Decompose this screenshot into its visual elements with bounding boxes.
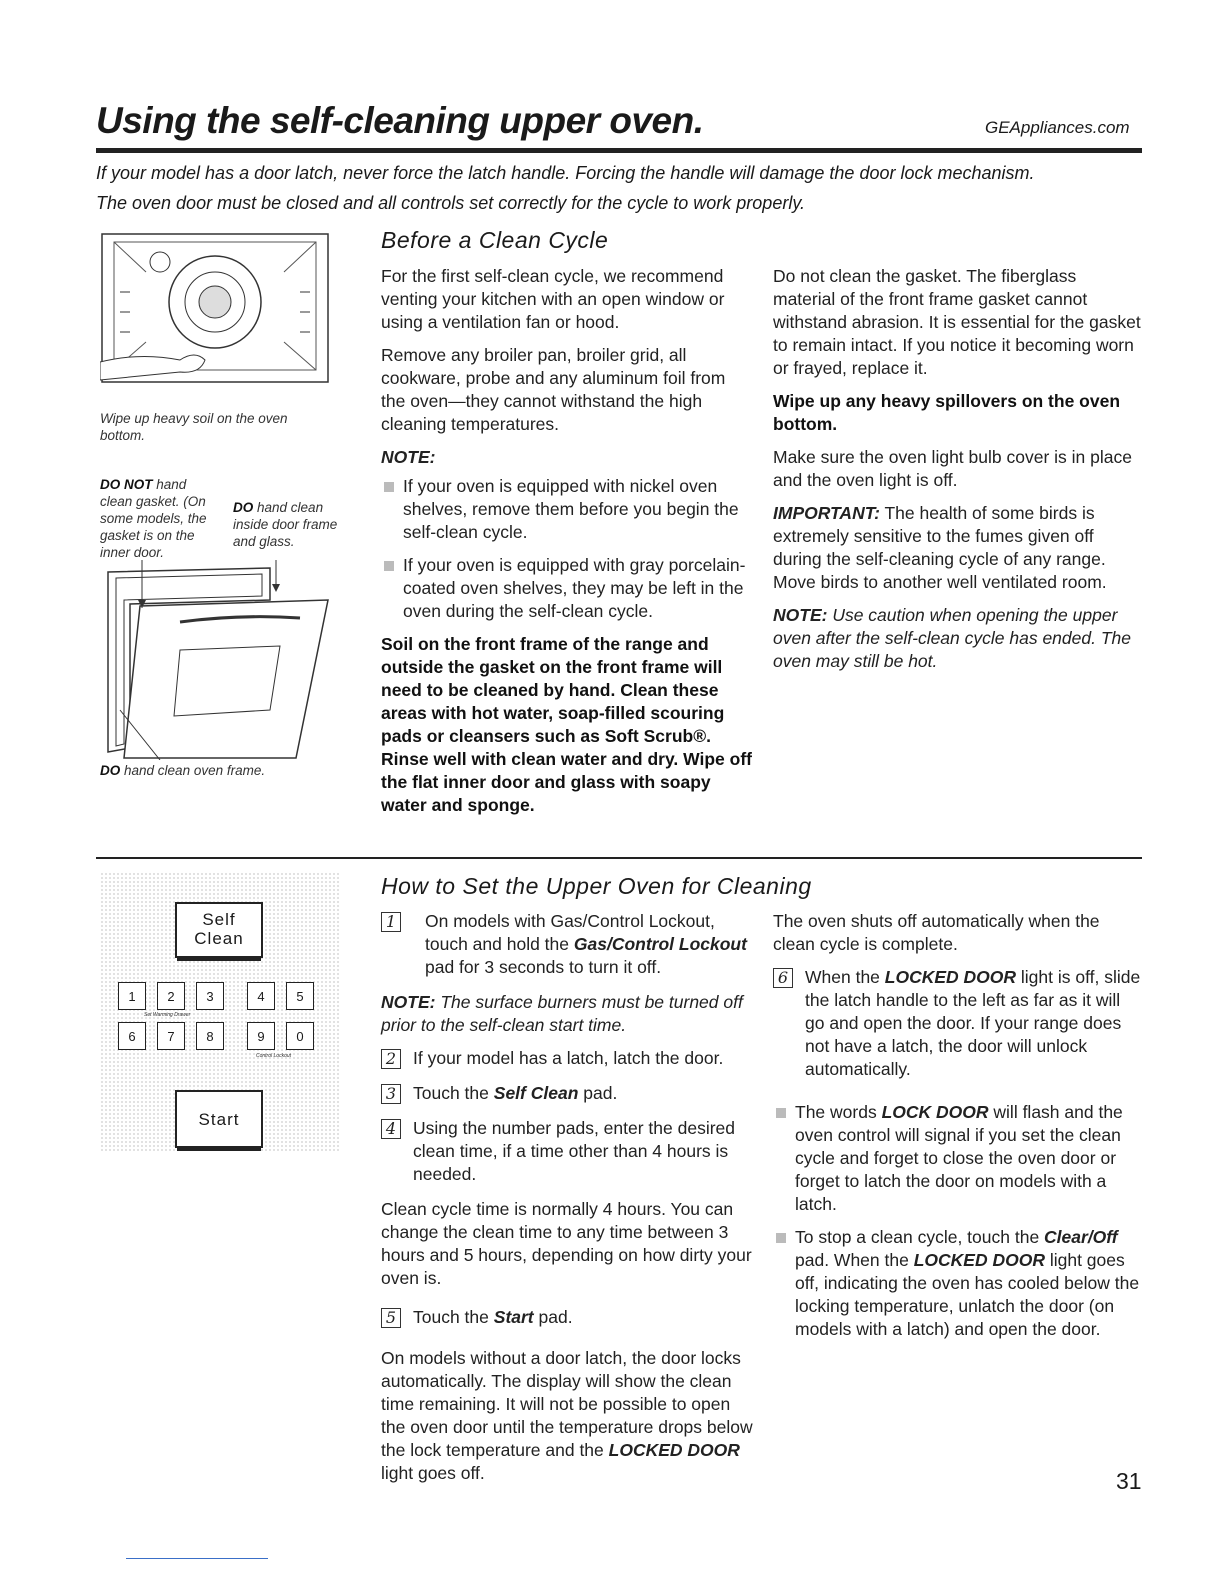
glass-callout bbox=[233, 499, 353, 550]
page-title: Using the self-cleaning upper oven. bbox=[96, 100, 704, 141]
step-6-text-c: light is off, slide the latch handle to the left as far as it will go and open the door. If your range does not have a latch, the door will unlock automatically. bbox=[805, 967, 1141, 1079]
intro-line-1: If your model has a door latch, never force the latch handle. Forcing the handle will damage the door lock mechanism. bbox=[96, 163, 1035, 183]
section-divider bbox=[96, 857, 1142, 859]
step-1-text-a: On models with Gas/Control Lockout, touch and hold the bbox=[425, 911, 715, 954]
clear-off-term: Clear/Off bbox=[1044, 1227, 1118, 1247]
step-6-locked-door-term: LOCKED DOOR bbox=[884, 967, 1017, 987]
bullet-2-text-a: To stop a clean cycle, touch the bbox=[795, 1227, 1040, 1247]
control-lockout-label: Control Lockout bbox=[256, 1053, 292, 1059]
step-1-number: 1 bbox=[381, 912, 401, 932]
step-4-text: Using the number pads, enter the desired clean time, if a time other than 4 hours is needed. bbox=[413, 1118, 735, 1184]
step-3 bbox=[381, 1082, 753, 1105]
self-clean-term: Self Clean bbox=[493, 1083, 579, 1103]
oven-interior-icon bbox=[100, 232, 330, 384]
step-3-number: 3 bbox=[381, 1084, 401, 1104]
self-clean-key-line1: Self bbox=[202, 910, 236, 929]
website-label: GEAppliances.com bbox=[985, 118, 1130, 137]
intro-line-2: The oven door must be closed and all controls set correctly for the cycle to work properly. bbox=[96, 193, 805, 213]
step-6-text-a: When the bbox=[805, 967, 880, 987]
burners-note-text: The surface burners must be turned off prior to the self-clean start time. bbox=[381, 992, 743, 1035]
oven-wipe-illustration bbox=[100, 232, 330, 384]
wipe-caption: Wipe up heavy soil on the oven bottom. bbox=[100, 411, 288, 443]
key-0[interactable]: 0 bbox=[286, 1022, 314, 1050]
frame-caption-bold: DO bbox=[100, 763, 121, 778]
before-right-column bbox=[773, 265, 1143, 683]
front-frame-cleaning: Soil on the front frame of the range and outside the gasket on the front frame will need to be cleaned by hand. Clean these areas with hot water, soap-filled scouring pads or cleansers such as Soft Scrub®. Rinse well with clean water and dry. Wipe off the flat inner door and glass with soapy water and sponge. bbox=[381, 634, 752, 815]
header-rule bbox=[96, 148, 1142, 153]
spillover-para: Wipe up any heavy spillovers on the oven bottom. bbox=[773, 391, 1121, 434]
warming-drawer-label: Set Warming Drawer bbox=[144, 1012, 191, 1018]
key-3[interactable]: 3 bbox=[196, 982, 224, 1010]
lock-door-term: LOCK DOOR bbox=[881, 1102, 989, 1122]
bullet-2-text-e: light goes off, indicating the oven has cooled below the locking temperature, unlatch the door (on models with a latch) and open the door. bbox=[795, 1250, 1140, 1339]
auto-shutoff-para: The oven shuts off automatically when the clean cycle is complete. bbox=[773, 911, 1100, 954]
bullet-gray-shelves: If your oven is equipped with gray porcelain-coated oven shelves, they may be left in the oven during the self-clean cycle. bbox=[381, 554, 753, 623]
step-3-text-a: Touch the bbox=[413, 1083, 489, 1103]
start-term: Start bbox=[493, 1307, 534, 1327]
gas-control-lockout-term: Gas/Control Lockout bbox=[573, 934, 747, 954]
bullet-nickel-shelves: If your oven is equipped with nickel oven shelves, remove them before you begin the self-clean cycle. bbox=[381, 475, 753, 544]
key-2[interactable]: 2 bbox=[157, 982, 185, 1010]
step-2-text: If your model has a latch, latch the door. bbox=[413, 1048, 724, 1068]
key-7[interactable]: 7 bbox=[157, 1022, 185, 1050]
step-2 bbox=[381, 1047, 753, 1070]
howto-left-column bbox=[381, 910, 753, 1495]
gasket-callout-bold: DO NOT bbox=[100, 477, 153, 492]
clean-time-para: Clean cycle time is normally 4 hours. You can change the clean time to any time between 3 hours and 5 hours, depending on how dirty your oven is. bbox=[381, 1199, 752, 1288]
step-2-number: 2 bbox=[381, 1049, 401, 1069]
frame-caption-text: hand clean oven frame. bbox=[124, 763, 266, 778]
bullet-1-text-a: The words bbox=[795, 1102, 877, 1122]
step-3-text bbox=[413, 1082, 617, 1105]
gasket-para: Do not clean the gasket. The fiberglass material of the front frame gasket cannot withstand abrasion. It is essential for the gasket to remain intact. If you notice it becoming worn or frayed, replace it. bbox=[773, 266, 1141, 378]
step-6-text bbox=[805, 966, 1143, 1081]
step-3-text-c: pad. bbox=[583, 1083, 618, 1103]
step-5 bbox=[381, 1306, 753, 1329]
step-5-text bbox=[413, 1306, 573, 1329]
self-clean-key[interactable] bbox=[175, 902, 263, 958]
note2-text: Use caution when opening the upper oven after the self-clean cycle has ended. The oven may still be hot. bbox=[773, 605, 1131, 671]
before-para-1: For the first self-clean cycle, we recommend venting your kitchen with an open window or using a ventilation fan or hood. bbox=[381, 266, 725, 332]
burners-note-label: NOTE: bbox=[381, 992, 436, 1012]
step-1-text bbox=[413, 910, 753, 979]
glass-callout-text: hand clean inside door frame and glass. bbox=[233, 500, 338, 549]
before-note-label: NOTE: bbox=[381, 447, 436, 467]
auto-lock-para bbox=[381, 1347, 753, 1485]
step-6 bbox=[773, 966, 1143, 1081]
step-1 bbox=[381, 910, 753, 979]
step-5-number: 5 bbox=[381, 1308, 401, 1328]
step-1-text-c: pad for 3 seconds to turn it off. bbox=[425, 957, 662, 977]
burners-note bbox=[381, 991, 753, 1037]
page-number: 31 bbox=[1116, 1468, 1142, 1494]
howto-bullets bbox=[773, 1101, 1143, 1341]
important-label: IMPORTANT: bbox=[773, 503, 880, 523]
auto-lock-text-c: light goes off. bbox=[381, 1463, 485, 1483]
key-1[interactable]: 1 bbox=[118, 982, 146, 1010]
shelf-bullets bbox=[381, 475, 753, 623]
step-5-text-a: Touch the bbox=[413, 1307, 489, 1327]
step-5-text-c: pad. bbox=[538, 1307, 573, 1327]
key-4[interactable]: 4 bbox=[247, 982, 275, 1010]
bullet-1-text-c: will flash and the oven control will signal if you set the clean cycle and forget to close the oven door or forget to latch the door on models with a latch. bbox=[795, 1102, 1123, 1214]
hot-oven-note bbox=[773, 604, 1143, 673]
frame-caption bbox=[100, 762, 320, 779]
key-6[interactable]: 6 bbox=[118, 1022, 146, 1050]
bullet-stop-clean bbox=[773, 1226, 1143, 1341]
control-panel-illustration bbox=[100, 872, 340, 1152]
footer-link-underline[interactable] bbox=[126, 1558, 268, 1559]
locked-door-term: LOCKED DOOR bbox=[608, 1440, 740, 1460]
step-4 bbox=[381, 1117, 753, 1186]
key-9[interactable]: 9 bbox=[247, 1022, 275, 1050]
oven-door-icon bbox=[100, 560, 340, 760]
step-6-number: 6 bbox=[773, 968, 793, 988]
bullet-2-text-c: pad. When the bbox=[795, 1250, 909, 1270]
gasket-callout bbox=[100, 476, 220, 561]
gasket-callout-text: hand clean gasket. (On some models, the gasket is on the inner door. bbox=[100, 477, 207, 560]
bullet-lock-door-flash bbox=[773, 1101, 1143, 1216]
door-gasket-illustration bbox=[100, 560, 340, 760]
howto-right-column bbox=[773, 910, 1143, 1351]
light-bulb-para: Make sure the oven light bulb cover is in place and the oven light is off. bbox=[773, 447, 1132, 490]
bullet-2-locked-door-term: LOCKED DOOR bbox=[913, 1250, 1045, 1270]
key-8[interactable]: 8 bbox=[196, 1022, 224, 1050]
before-para-2: Remove any broiler pan, broiler grid, all cookware, probe and any aluminum foil from the oven—they cannot withstand the high cleaning temperatures. bbox=[381, 345, 726, 434]
important-para bbox=[773, 502, 1143, 594]
auto-lock-text-a: On models without a door latch, the door locks automatically. The display will show the clean time remaining. It will not be possible to open the oven door until the temperature drops below the lock temperature and the bbox=[381, 1348, 753, 1460]
glass-callout-bold: DO bbox=[233, 500, 254, 515]
key-5[interactable]: 5 bbox=[286, 982, 314, 1010]
important-text: The health of some birds is extremely sensitive to the fumes given off during the self-cleaning cycle of any range. Move birds to another well ventilated room. bbox=[773, 503, 1107, 592]
note2-label: NOTE: bbox=[773, 605, 828, 625]
before-left-column bbox=[381, 265, 753, 827]
before-heading: Before a Clean Cycle bbox=[381, 227, 609, 253]
start-key[interactable]: Start bbox=[175, 1090, 263, 1148]
step-4-number: 4 bbox=[381, 1119, 401, 1139]
howto-heading: How to Set the Upper Oven for Cleaning bbox=[381, 873, 812, 899]
self-clean-key-line2: Clean bbox=[194, 929, 244, 948]
